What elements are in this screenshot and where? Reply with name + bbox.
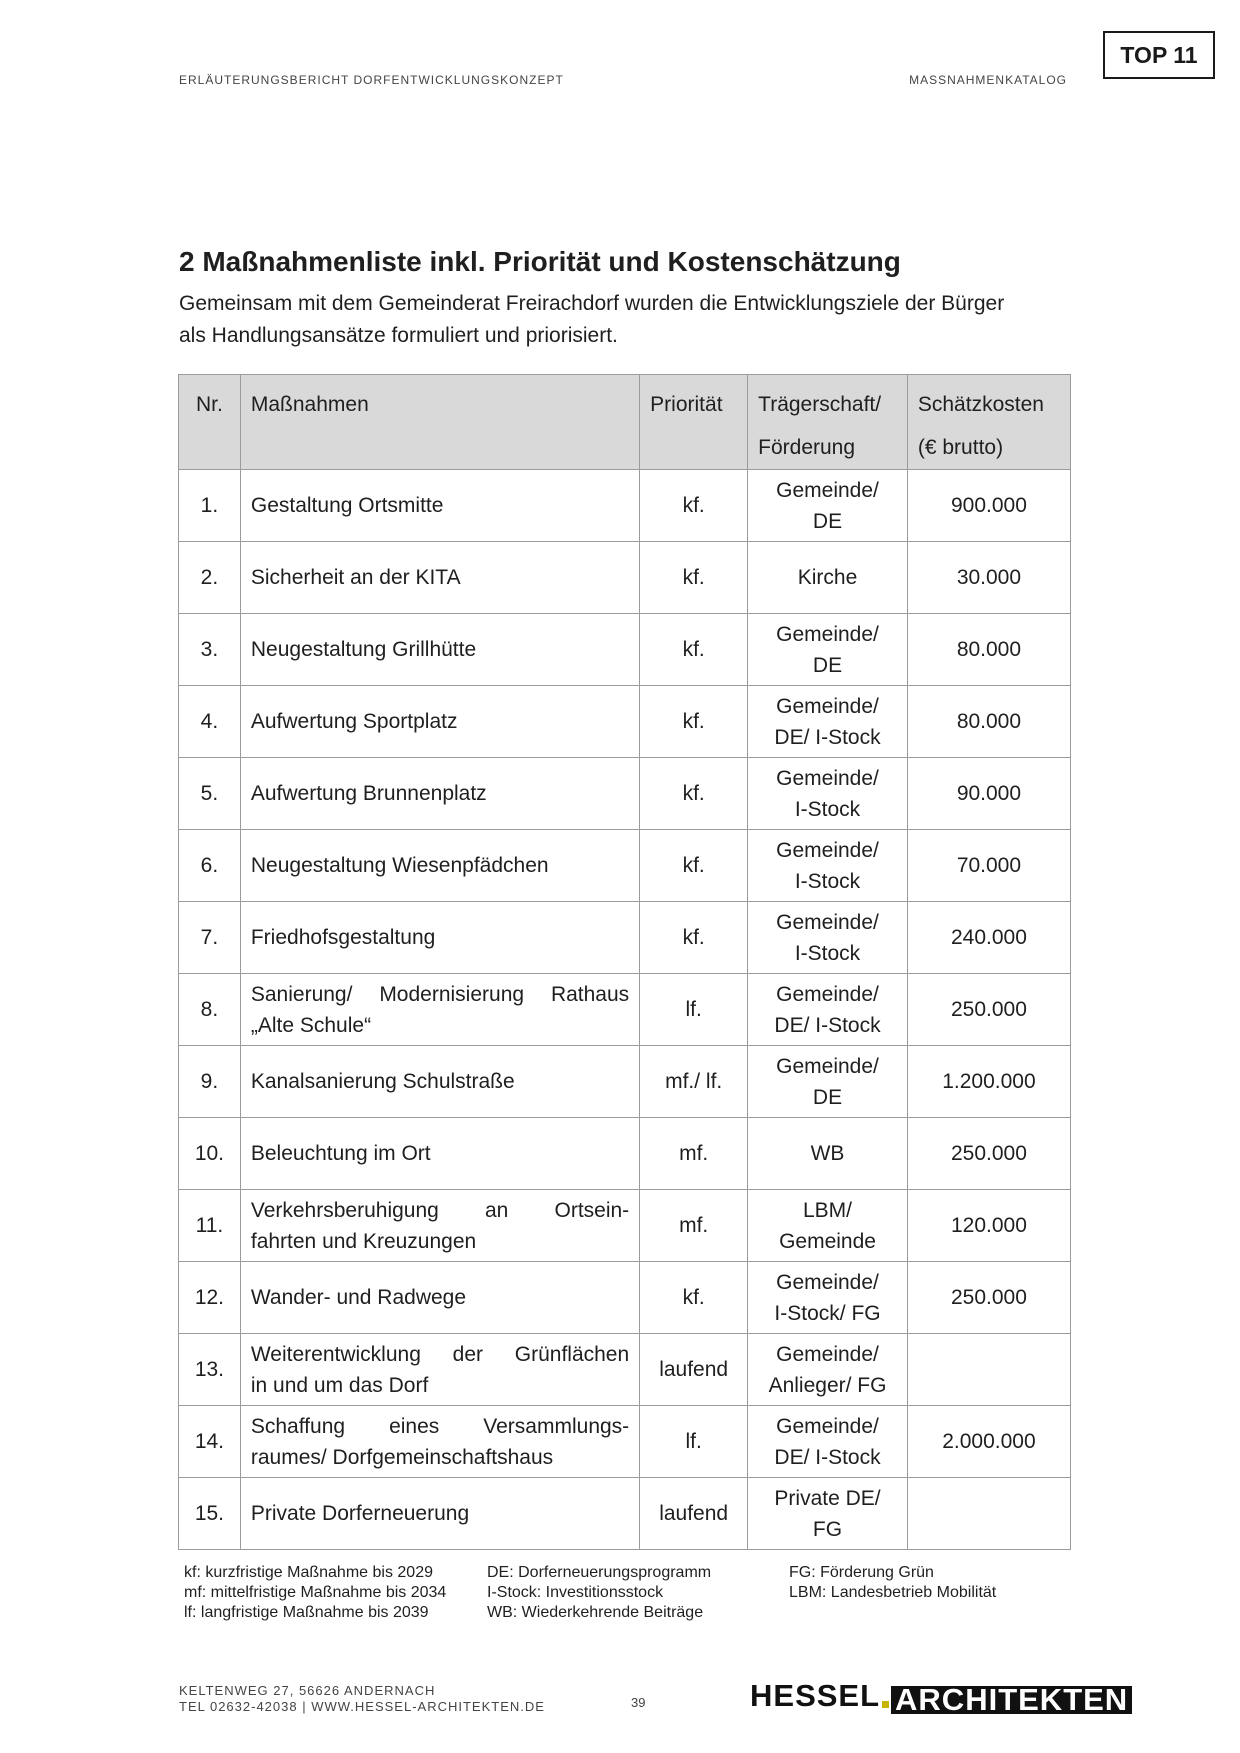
massnahme-line2: fahrten und Kreuzungen	[250, 1229, 477, 1253]
cell-massnahme	[240, 686, 639, 758]
col-header-kosten-line2: (€ brutto)	[917, 436, 1004, 459]
traeger-line2: DE/ I-Stock	[774, 1445, 881, 1469]
cell-nr: 1.	[179, 470, 241, 542]
cell-massnahme	[240, 1046, 639, 1118]
header-left: ERLÄUTERUNGSBERICHT DORFENTWICKLUNGSKONZEPT	[179, 73, 564, 87]
table-row	[179, 1118, 1071, 1190]
col-header-schaetzkosten	[907, 375, 1070, 470]
traeger-line1: Gemeinde/	[776, 1342, 879, 1366]
legend-item: WB: Wiederkehrende Beiträge	[487, 1604, 704, 1621]
cell-schaetzkosten: 30.000	[907, 542, 1070, 614]
cell-traegerschaft	[748, 1478, 908, 1550]
cell-prioritaet: kf.	[640, 830, 748, 902]
cell-massnahme	[240, 974, 639, 1046]
massnahme-line2: in und um das Dorf	[250, 1373, 429, 1397]
traeger-line1: Gemeinde/	[776, 982, 879, 1006]
cell-nr: 12.	[179, 1262, 241, 1334]
col-header-prioritaet: Priorität	[640, 375, 748, 470]
cell-nr: 4.	[179, 686, 241, 758]
table-row	[179, 830, 1071, 902]
cell-traegerschaft	[748, 830, 908, 902]
cell-schaetzkosten: 250.000	[907, 1262, 1070, 1334]
cell-traegerschaft	[748, 686, 908, 758]
cell-traegerschaft	[748, 1118, 908, 1190]
col-header-nr: Nr.	[179, 375, 241, 470]
cell-schaetzkosten: 120.000	[907, 1190, 1070, 1262]
massnahme-line1: Aufwertung Sportplatz	[250, 710, 458, 733]
massnahme-line1: Private Dorferneuerung	[250, 1502, 470, 1525]
table-row	[179, 974, 1071, 1046]
cell-prioritaet: mf.	[640, 1118, 748, 1190]
cell-massnahme	[240, 902, 639, 974]
cell-massnahme	[240, 1406, 639, 1478]
traeger-line2: DE	[812, 509, 843, 533]
cell-massnahme	[240, 758, 639, 830]
traeger-line2: I-Stock	[794, 869, 861, 893]
cell-massnahme	[240, 1478, 639, 1550]
legend-priorities	[184, 1563, 446, 1623]
massnahme-line1: Beleuchtung im Ort	[250, 1142, 431, 1165]
cell-massnahme	[240, 542, 639, 614]
table-row	[179, 1334, 1071, 1406]
col-header-traegerschaft	[748, 375, 908, 470]
cell-massnahme	[240, 1190, 639, 1262]
cell-massnahme	[240, 1118, 639, 1190]
top-badge: TOP 11	[1103, 31, 1215, 79]
massnahme-line1: Gestaltung Ortsmitte	[250, 494, 444, 517]
table-row	[179, 1406, 1071, 1478]
cell-schaetzkosten: 80.000	[907, 614, 1070, 686]
cell-schaetzkosten: 80.000	[907, 686, 1070, 758]
cell-massnahme	[240, 614, 639, 686]
legend-item: I-Stock: Investitionsstock	[487, 1584, 664, 1601]
footer-contact: TEL 02632-42038 | WWW.HESSEL-ARCHITEKTEN.DE	[179, 1699, 545, 1714]
traeger-line2: DE/ I-Stock	[774, 725, 881, 749]
cell-schaetzkosten: 1.200.000	[907, 1046, 1070, 1118]
traeger-line1: Gemeinde/	[776, 694, 879, 718]
cell-nr: 10.	[179, 1118, 241, 1190]
traeger-line1: Gemeinde/	[776, 910, 879, 934]
cell-traegerschaft	[748, 1190, 908, 1262]
legend-item: FG: Förderung Grün	[789, 1564, 934, 1581]
traeger-line1: Gemeinde/	[776, 838, 879, 862]
massnahme-line1: Neugestaltung Grillhütte	[250, 638, 477, 661]
cell-schaetzkosten: 70.000	[907, 830, 1070, 902]
massnahme-line1: Neugestaltung Wiesenpfädchen	[250, 854, 549, 877]
cell-prioritaet: lf.	[640, 974, 748, 1046]
intro-line-1: Gemeinsam mit dem Gemeinderat Freirachdorf wurden die Entwicklungsziele der Bürger	[179, 292, 1005, 315]
col-header-traeger-line2: Förderung	[758, 436, 856, 459]
cell-schaetzkosten: 2.000.000	[907, 1406, 1070, 1478]
cell-nr: 7.	[179, 902, 241, 974]
cell-traegerschaft	[748, 614, 908, 686]
cell-traegerschaft	[748, 1334, 908, 1406]
cell-prioritaet: laufend	[640, 1334, 748, 1406]
massnahme-line2: raumes/ Dorfgemeinschaftshaus	[250, 1445, 554, 1469]
cell-massnahme	[240, 470, 639, 542]
footer-address	[179, 1683, 545, 1715]
cell-massnahme	[240, 1334, 639, 1406]
table-row	[179, 1478, 1071, 1550]
header-right: MASSNAHMENKATALOG	[909, 73, 1067, 87]
cell-nr: 13.	[179, 1334, 241, 1406]
massnahme-line1: Friedhofsgestaltung	[250, 926, 436, 949]
page-number: 39	[631, 1695, 646, 1710]
legend-item: mf: mittelfristige Maßnahme bis 2034	[184, 1584, 447, 1601]
cell-prioritaet: mf./ lf.	[640, 1046, 748, 1118]
cell-schaetzkosten	[907, 1478, 1070, 1550]
traeger-line1: Kirche	[797, 566, 858, 589]
massnahme-line1: Sicherheit an der KITA	[250, 566, 461, 589]
col-header-massnahmen: Maßnahmen	[240, 375, 639, 470]
col-header-traeger-line1: Trägerschaft/	[758, 393, 882, 416]
cell-prioritaet: kf.	[640, 614, 748, 686]
legend-item: lf: langfristige Maßnahme bis 2039	[184, 1604, 429, 1621]
traeger-line2: I-Stock	[794, 941, 861, 965]
traeger-line1: Private DE/	[774, 1486, 881, 1510]
cell-traegerschaft	[748, 974, 908, 1046]
legend-item: kf: kurzfristige Maßnahme bis 2029	[184, 1564, 433, 1581]
massnahme-line1: Verkehrsberuhigung an Ortsein-	[250, 1198, 630, 1222]
cell-prioritaet: laufend	[640, 1478, 748, 1550]
cell-prioritaet: kf.	[640, 542, 748, 614]
table-row	[179, 1262, 1071, 1334]
cell-traegerschaft	[748, 1406, 908, 1478]
traeger-line2: FG	[812, 1517, 843, 1541]
measures-table	[178, 374, 1071, 1550]
massnahme-line1: Kanalsanierung Schulstraße	[250, 1070, 515, 1093]
table-row	[179, 614, 1071, 686]
table-row	[179, 758, 1071, 830]
traeger-line2: Anlieger/ FG	[768, 1373, 887, 1397]
cell-massnahme	[240, 1262, 639, 1334]
legend-funding	[789, 1563, 996, 1603]
cell-nr: 9.	[179, 1046, 241, 1118]
table-row	[179, 1046, 1071, 1118]
cell-nr: 2.	[179, 542, 241, 614]
cell-massnahme	[240, 830, 639, 902]
cell-schaetzkosten: 240.000	[907, 902, 1070, 974]
cell-traegerschaft	[748, 1262, 908, 1334]
traeger-line1: Gemeinde/	[776, 478, 879, 502]
traeger-line2: I-Stock	[794, 797, 861, 821]
traeger-line2: I-Stock/ FG	[774, 1301, 881, 1325]
traeger-line2: Gemeinde	[779, 1229, 876, 1253]
cell-prioritaet: kf.	[640, 686, 748, 758]
cell-prioritaet: kf.	[640, 758, 748, 830]
footer-street: KELTENWEG 27, 56626 ANDERNACH	[179, 1683, 436, 1698]
cell-prioritaet: kf.	[640, 902, 748, 974]
legend-item: LBM: Landesbetrieb Mobilität	[789, 1584, 997, 1601]
traeger-line1: Gemeinde/	[776, 1054, 879, 1078]
cell-prioritaet: mf.	[640, 1190, 748, 1262]
traeger-line2: DE	[812, 1085, 843, 1109]
section-title: 2 Maßnahmenliste inkl. Priorität und Kostenschätzung	[179, 246, 901, 277]
massnahme-line1: Schaffung eines Versammlungs-	[250, 1414, 630, 1438]
cell-schaetzkosten	[907, 1334, 1070, 1406]
cell-schaetzkosten: 900.000	[907, 470, 1070, 542]
table-row	[179, 1190, 1071, 1262]
traeger-line1: WB	[810, 1142, 845, 1165]
cell-traegerschaft	[748, 902, 908, 974]
legend-item: DE: Dorferneuerungsprogramm	[487, 1564, 712, 1581]
logo-text-right: ARCHITEKTEN	[891, 1686, 1132, 1714]
cell-nr: 8.	[179, 974, 241, 1046]
cell-prioritaet: kf.	[640, 1262, 748, 1334]
traeger-line2: DE	[812, 653, 843, 677]
col-header-kosten-line1: Schätzkosten	[917, 393, 1044, 416]
massnahme-line1: Sanierung/ Modernisierung Rathaus	[250, 982, 630, 1006]
cell-nr: 3.	[179, 614, 241, 686]
company-logo	[750, 1678, 1132, 1717]
cell-schaetzkosten: 250.000	[907, 1118, 1070, 1190]
logo-dot	[882, 1701, 889, 1708]
cell-prioritaet: lf.	[640, 1406, 748, 1478]
logo-text-left: HESSEL	[750, 1678, 881, 1713]
cell-prioritaet: kf.	[640, 470, 748, 542]
cell-nr: 6.	[179, 830, 241, 902]
cell-nr: 14.	[179, 1406, 241, 1478]
table-row	[179, 470, 1071, 542]
massnahme-line1: Aufwertung Brunnenplatz	[250, 782, 487, 805]
cell-traegerschaft	[748, 470, 908, 542]
cell-schaetzkosten: 250.000	[907, 974, 1070, 1046]
traeger-line2: DE/ I-Stock	[774, 1013, 881, 1037]
intro-text	[179, 288, 1079, 352]
massnahme-line2: „Alte Schule“	[250, 1013, 372, 1037]
massnahme-line1: Wander- und Radwege	[250, 1286, 467, 1309]
table-header-row	[179, 375, 1071, 470]
cell-nr: 15.	[179, 1478, 241, 1550]
traeger-line1: Gemeinde/	[776, 1270, 879, 1294]
legend-programs	[487, 1563, 711, 1623]
intro-line-2: als Handlungsansätze formuliert und priorisiert.	[179, 324, 618, 347]
cell-traegerschaft	[748, 542, 908, 614]
cell-nr: 5.	[179, 758, 241, 830]
traeger-line1: LBM/	[803, 1198, 853, 1222]
table-row	[179, 686, 1071, 758]
cell-nr: 11.	[179, 1190, 241, 1262]
cell-traegerschaft	[748, 758, 908, 830]
table-row	[179, 542, 1071, 614]
massnahme-line1: Weiterentwicklung der Grünflächen	[250, 1342, 630, 1366]
traeger-line1: Gemeinde/	[776, 1414, 879, 1438]
traeger-line1: Gemeinde/	[776, 766, 879, 790]
cell-schaetzkosten: 90.000	[907, 758, 1070, 830]
cell-traegerschaft	[748, 1046, 908, 1118]
table-row	[179, 902, 1071, 974]
traeger-line1: Gemeinde/	[776, 622, 879, 646]
